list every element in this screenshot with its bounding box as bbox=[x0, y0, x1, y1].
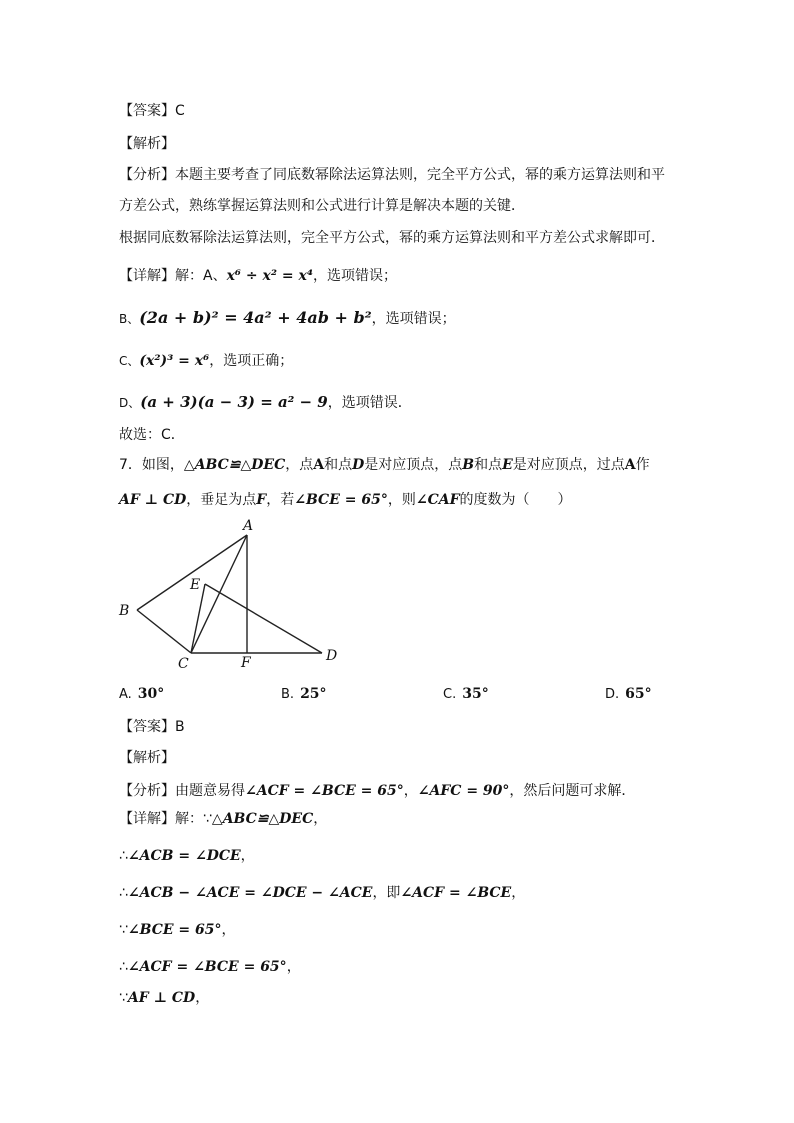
math-expression: ∠ACF = ∠BCE = 65° bbox=[245, 783, 404, 799]
fenxi-text: ， bbox=[403, 783, 418, 799]
question-text: ，垂足为点 bbox=[186, 492, 257, 508]
step-line-1 bbox=[119, 846, 255, 866]
fenxi-text: 方差公式，熟练掌握运算法则和公式进行计算是解决本题的关键． bbox=[119, 198, 525, 214]
detail-line-d bbox=[119, 392, 412, 413]
step-line-3 bbox=[119, 920, 236, 940]
step-suffix: ， bbox=[286, 959, 301, 975]
point-label: A bbox=[624, 457, 636, 473]
option-value: 25° bbox=[300, 686, 327, 702]
math-expression: AF ⊥ CD bbox=[119, 492, 187, 508]
question-text: ，则 bbox=[387, 492, 416, 508]
fenxi-line-1b bbox=[119, 196, 525, 216]
question-text: 和点 bbox=[324, 457, 353, 473]
analysis-heading-2 bbox=[119, 748, 175, 768]
answer-line-2 bbox=[119, 717, 185, 737]
answer-text: 【答案】B bbox=[119, 719, 185, 735]
option-letter: B. bbox=[281, 687, 295, 702]
segment-ed bbox=[205, 584, 322, 653]
math-expression: ∠CAF bbox=[415, 492, 460, 508]
option-d bbox=[605, 686, 652, 702]
math-expression: (x²)³ = x⁶ bbox=[139, 353, 210, 369]
math-expression: ∠ACF = ∠BCE bbox=[400, 885, 512, 901]
point-label: D bbox=[352, 457, 365, 473]
step-suffix: ， bbox=[240, 848, 255, 864]
math-expression: ∠ACB − ∠ACE = ∠DCE − ∠ACE bbox=[127, 885, 373, 901]
because-symbol: ∵ bbox=[119, 922, 128, 938]
option-prefix: B、 bbox=[119, 312, 140, 326]
step-line-5 bbox=[119, 988, 209, 1008]
option-value: 35° bbox=[462, 686, 489, 702]
choose-line bbox=[119, 425, 185, 445]
option-c bbox=[443, 686, 489, 702]
point-label: A bbox=[313, 457, 325, 473]
detail-line-b bbox=[119, 308, 456, 329]
math-expression: ∠BCE = 65° bbox=[127, 922, 222, 938]
math-expression: x⁶ ÷ x² = x⁴ bbox=[226, 268, 313, 284]
point-label: E bbox=[502, 457, 513, 473]
math-expression: (a + 3)(a − 3) = a² − 9 bbox=[140, 393, 328, 411]
question-text: 是对应顶点，过点 bbox=[512, 457, 625, 473]
analysis-text: 【解析】 bbox=[119, 136, 175, 152]
math-expression: ∠AFC = 90° bbox=[417, 783, 510, 799]
segment-ce bbox=[191, 584, 205, 653]
segment-ac bbox=[191, 535, 247, 653]
detail-suffix: ， bbox=[313, 811, 328, 827]
fenxi-text: ，然后问题可求解． bbox=[509, 783, 636, 799]
label-c: C bbox=[178, 656, 189, 672]
question-text: ，点 bbox=[285, 457, 314, 473]
math-expression: △ABC≌△DEC bbox=[211, 811, 314, 827]
point-label: B bbox=[462, 457, 475, 473]
math-expression: ∠BCE = 65° bbox=[294, 492, 388, 508]
option-a bbox=[119, 686, 164, 702]
option-letter: C. bbox=[443, 687, 457, 702]
question-text: 和点 bbox=[474, 457, 503, 473]
choose-text: 故选：C． bbox=[119, 427, 185, 443]
therefore-symbol: ∴ bbox=[119, 959, 128, 975]
option-prefix: D、 bbox=[119, 396, 141, 410]
math-expression: ∠ACF = ∠BCE = 65° bbox=[127, 959, 287, 975]
step-suffix: ， bbox=[511, 885, 526, 901]
math-expression: ∠ACB = ∠DCE bbox=[127, 848, 241, 864]
detail-prefix: 【详解】解：∵ bbox=[119, 811, 212, 827]
math-expression: (2a + b)² = 4a² + 4ab + b² bbox=[139, 308, 372, 327]
fenxi-line-2 bbox=[119, 781, 635, 801]
detail-line-a bbox=[119, 266, 397, 286]
point-label: F bbox=[256, 492, 267, 508]
detail-suffix: ，选项正确； bbox=[209, 353, 294, 369]
math-expression: AF ⊥ CD bbox=[127, 990, 196, 1006]
detail-line-2 bbox=[119, 809, 327, 829]
analysis-text: 【解析】 bbox=[119, 750, 175, 766]
step-suffix: ， bbox=[195, 990, 210, 1006]
therefore-symbol: ∴ bbox=[119, 885, 128, 901]
question-7-line-2 bbox=[119, 490, 572, 510]
fenxi-text: 【分析】本题主要考查了同底数幂除法运算法则，完全平方公式，幂的乘方运算法则和平 bbox=[119, 167, 665, 183]
detail-suffix: ，选项错误． bbox=[327, 395, 412, 411]
option-letter: A. bbox=[119, 687, 132, 702]
detail-suffix: ，选项错误； bbox=[312, 268, 397, 284]
answer-line-1 bbox=[119, 101, 185, 121]
question-text: ，若 bbox=[266, 492, 295, 508]
step-line-2 bbox=[119, 883, 525, 903]
question-7-line-1 bbox=[119, 455, 650, 475]
option-b bbox=[281, 686, 327, 702]
fenxi-line-1a bbox=[119, 165, 665, 185]
segment-bc bbox=[137, 610, 191, 653]
label-d: D bbox=[326, 648, 338, 664]
fenxi-text: 根据同底数幂除法运算法则，完全平方公式，幂的乘方运算法则和平方差公式求解即可． bbox=[119, 230, 665, 246]
option-value: 30° bbox=[137, 686, 165, 702]
label-b: B bbox=[119, 603, 130, 619]
because-symbol: ∵ bbox=[119, 990, 128, 1006]
step-line-4 bbox=[119, 957, 301, 977]
answer-text: 【答案】C bbox=[119, 103, 185, 119]
analysis-heading-1 bbox=[119, 134, 175, 154]
question-text: 的度数为（ ） bbox=[459, 492, 572, 508]
option-value: 65° bbox=[625, 686, 652, 702]
step-suffix: ， bbox=[221, 922, 236, 938]
math-expression: △ABC≌△DEC bbox=[183, 457, 286, 473]
fenxi-text: 【分析】由题意易得 bbox=[119, 783, 245, 799]
question-text: 是对应顶点，点 bbox=[364, 457, 463, 473]
detail-suffix: ，选项错误； bbox=[371, 311, 456, 327]
option-letter: D. bbox=[605, 687, 620, 702]
fenxi-line-1c bbox=[119, 228, 665, 248]
detail-prefix: 【详解】解：A、 bbox=[119, 268, 227, 284]
geometry-figure bbox=[112, 514, 352, 674]
question-text: 7．如图， bbox=[119, 457, 184, 473]
step-text: ，即 bbox=[372, 885, 401, 901]
therefore-symbol: ∴ bbox=[119, 848, 128, 864]
label-f: F bbox=[241, 655, 251, 671]
label-e: E bbox=[190, 577, 201, 593]
label-a: A bbox=[243, 518, 254, 534]
question-text: 作 bbox=[635, 457, 650, 473]
option-prefix: C、 bbox=[119, 354, 140, 368]
detail-line-c bbox=[119, 351, 293, 371]
